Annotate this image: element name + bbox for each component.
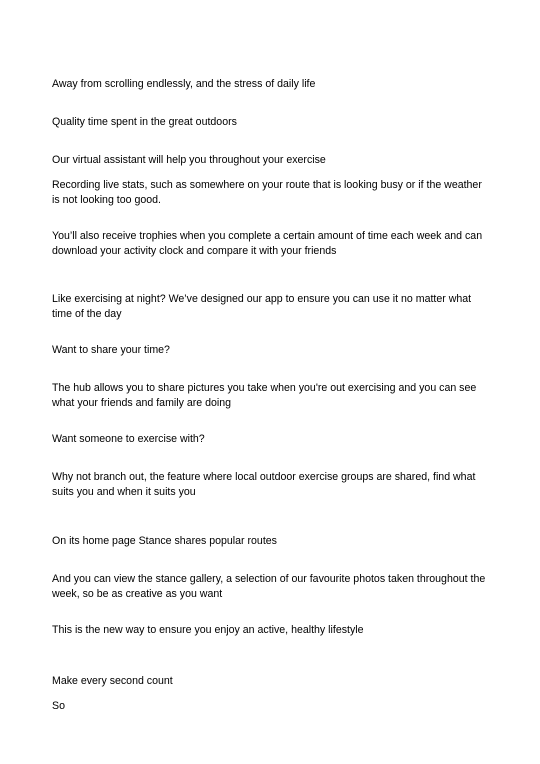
- paragraph-9: Want someone to exercise with?: [52, 433, 205, 445]
- paragraph-1: Away from scrolling endlessly, and the stress of daily life: [52, 78, 316, 90]
- paragraph-5: You’ll also receive trophies when you complete a certain amount of time each week and can download your activity clock and compare it with your friends: [52, 230, 483, 257]
- paragraph-14: Make every second count: [52, 675, 173, 687]
- paragraph-15: So: [52, 700, 65, 712]
- paragraph-2: Quality time spent in the great outdoors: [52, 116, 237, 128]
- paragraph-6: Like exercising at night? We’ve designed our app to ensure you can use it no matter what time of the day: [52, 293, 472, 320]
- paragraph-4: Recording live stats, such as somewhere on your route that is looking busy or if the weather is not looking too good.: [52, 179, 482, 206]
- paragraph-11: On its home page Stance shares popular routes: [52, 535, 277, 547]
- paragraph-10: Why not branch out, the feature where local outdoor exercise groups are shared, find what suits you and when it suits you: [52, 471, 476, 498]
- paragraph-13: This is the new way to ensure you enjoy an active, healthy lifestyle: [52, 624, 364, 636]
- paragraph-3: Our virtual assistant will help you throughout your exercise: [52, 154, 326, 166]
- paragraph-7: Want to share your time?: [52, 344, 170, 356]
- paragraph-12: And you can view the stance gallery, a selection of our favourite photos taken throughout the week, so be as creative as you want: [52, 573, 486, 600]
- paragraph-8: The hub allows you to share pictures you take when you're out exercising and you can see what your friends and family are doing: [52, 382, 477, 409]
